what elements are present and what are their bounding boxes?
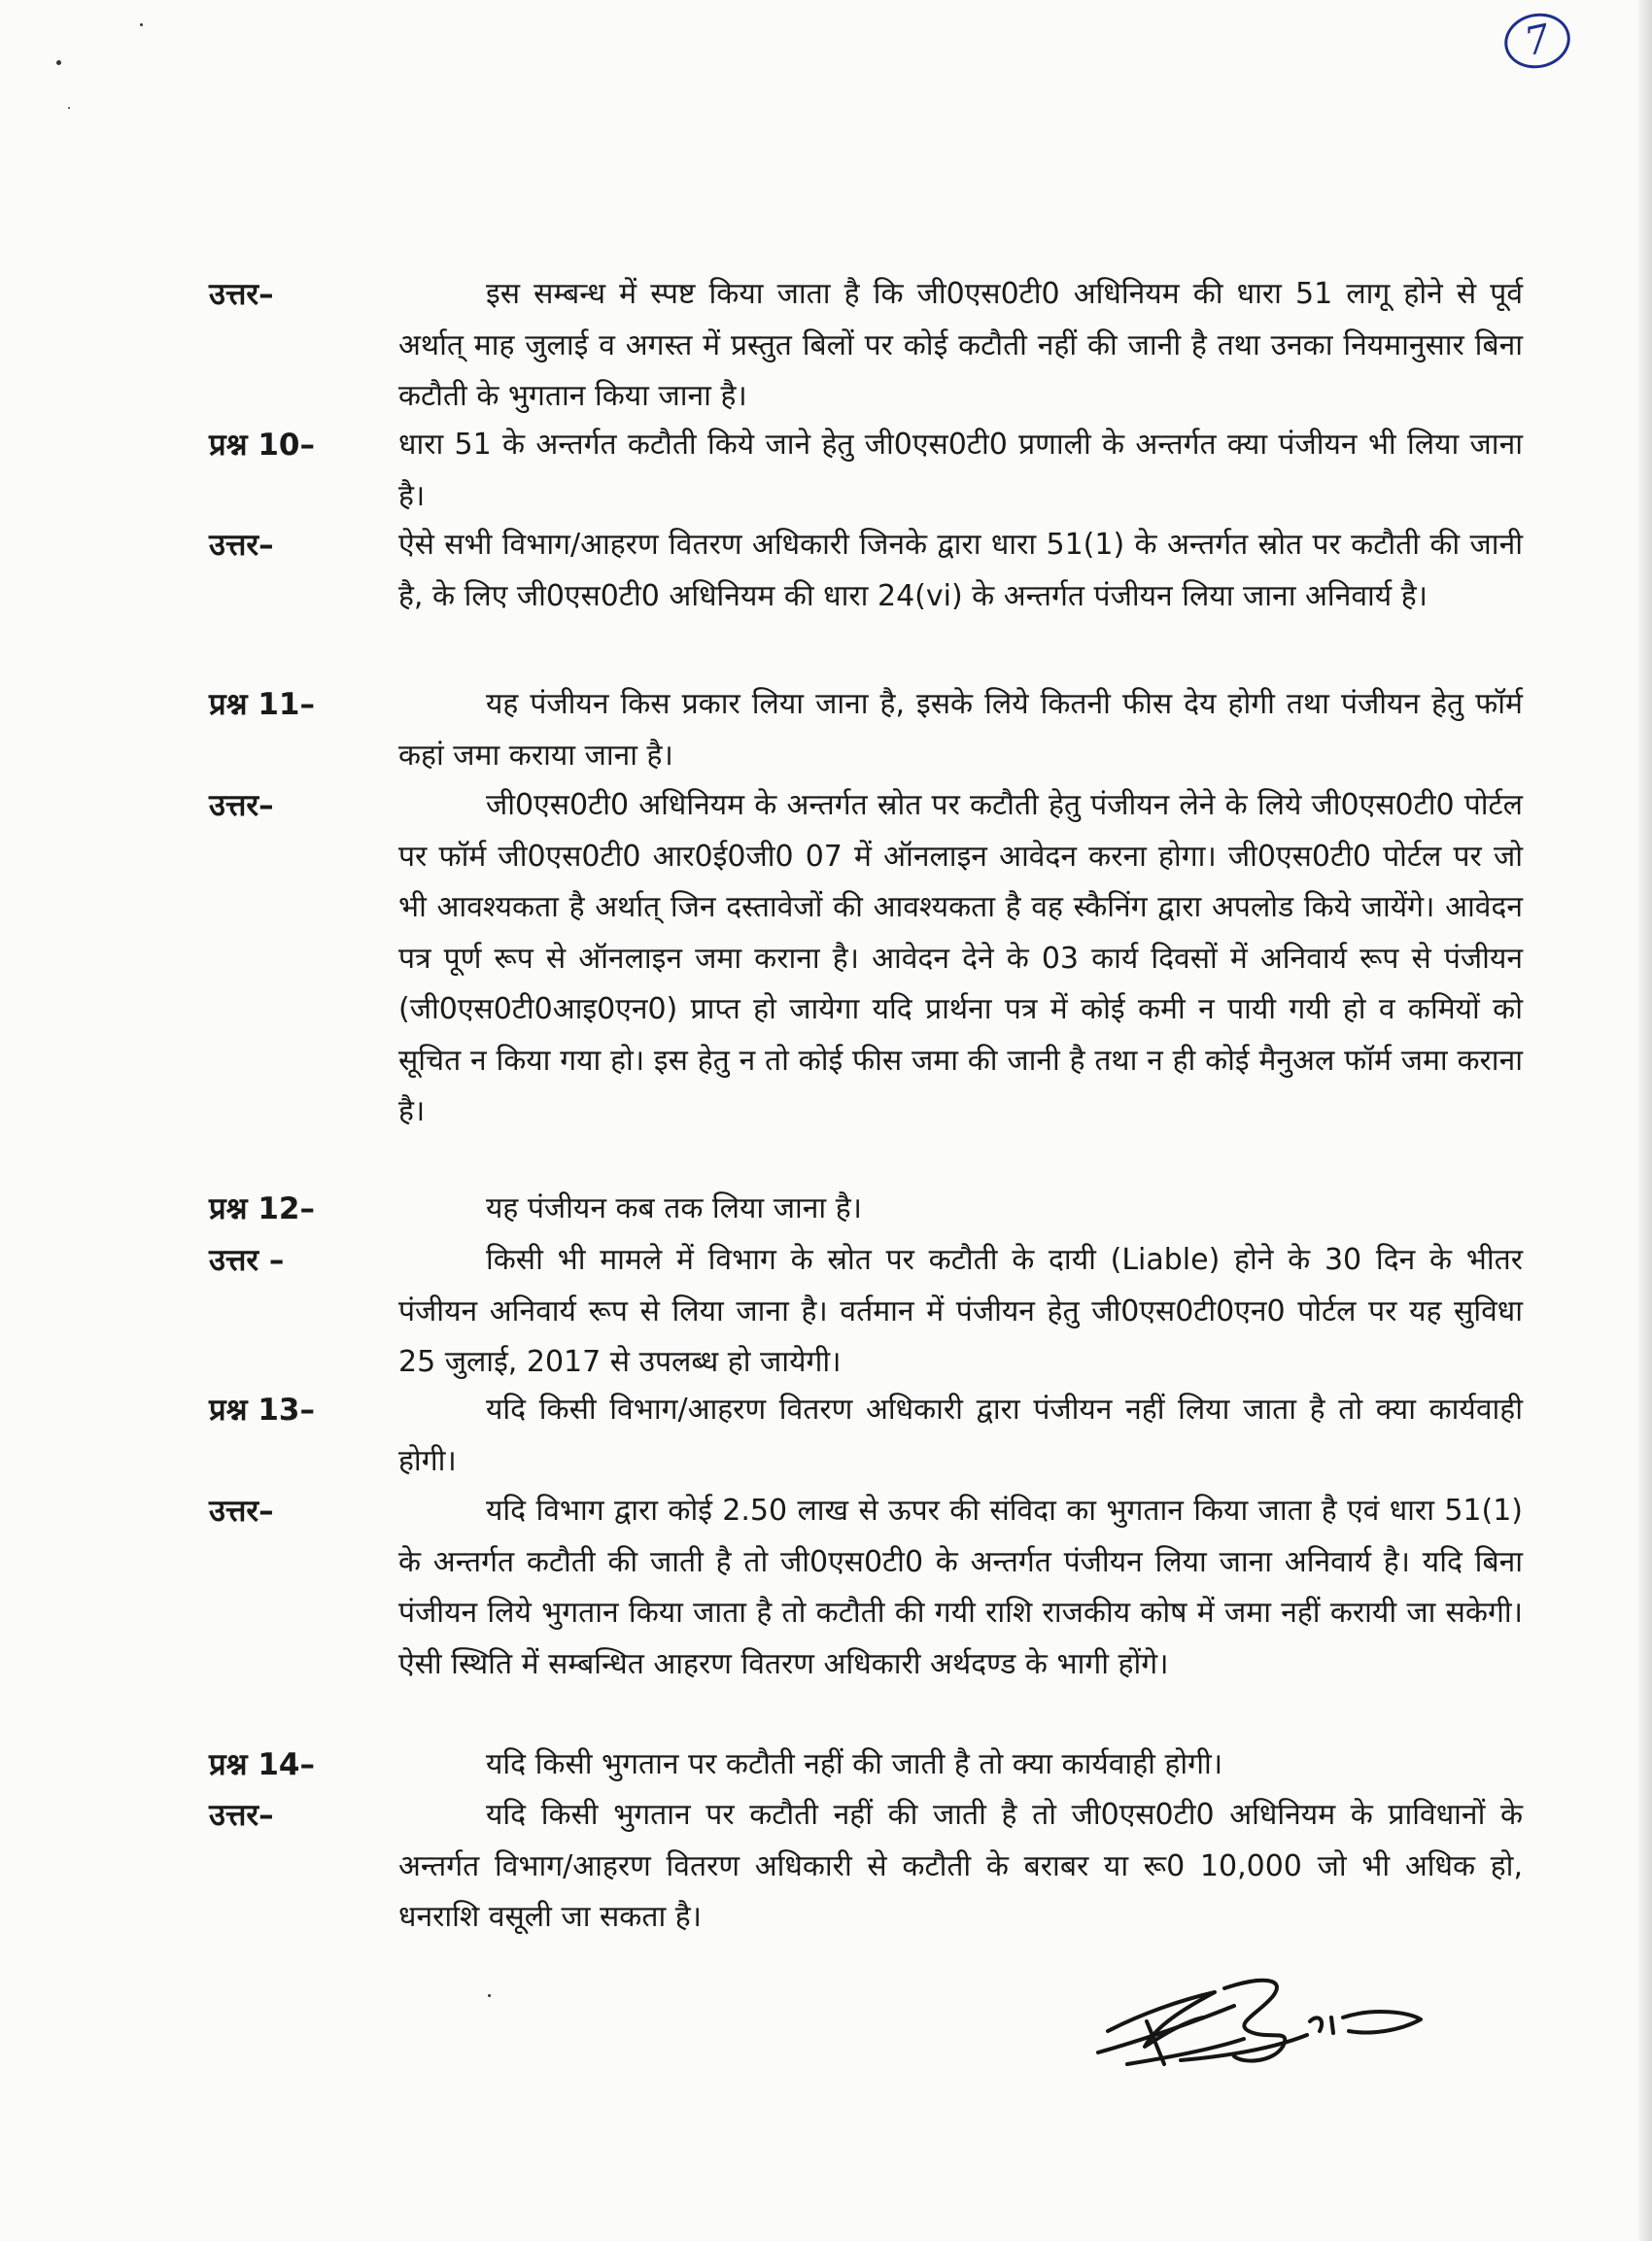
block-label: प्रश्न 14– xyxy=(209,1747,315,1782)
block-text: किसी भी मामले में विभाग के स्रोत पर कटौती के दायी (Liable) होने के 30 दिन के भीतर पंजीयन अनिवार्य रूप से लिया जाना है। वर्तमान में पंजीयन हेतु जी0एस0टी0एन0 पोर्टल पर यह सुविधा 25 जुलाई, 2017 से उपलब्ध हो जायेगी। xyxy=(398,1243,1523,1379)
block-label: प्रश्न 12– xyxy=(209,1191,315,1226)
block-text: धारा 51 के अन्तर्गत कटौती किये जाने हेतु जी0एस0टी0 प्रणाली के अन्तर्गत क्या पंजीयन भी लिया जाना है। xyxy=(398,428,1523,513)
block-text: यदि विभाग द्वारा कोई 2.50 लाख से ऊपर की संविदा का भुगतान किया जाता है एवं धारा 51(1) के अन्तर्गत कटौती की जाती है तो जी0एस0टी0 के अन्तर्गत पंजीयन लिया जाना अनिवार्य है। यदि बिना पंजीयन लिये भुगतान किया जाता है तो कटौती की गयी राशि राजकीय कोष में जमा नहीं करायी जा सकेगी। ऐसी स्थिति में सम्बन्धित आहरण वितरण अधिकारी अर्थदण्ड के भागी होंगे। xyxy=(398,1494,1523,1681)
block-text: इस सम्बन्ध में स्पष्ट किया जाता है कि जी0एस0टी0 अधिनियम की धारा 51 लागू होने से पूर्व अर्थात् माह जुलाई व अगस्त में प्रस्तुत बिलों पर कोई कटौती नहीं की जानी है तथा उनका नियमानुसार बिना कटौती के भुगतान किया जाना है। xyxy=(398,277,1523,413)
block-label: प्रश्न 11– xyxy=(209,687,315,722)
block-text: यह पंजीयन किस प्रकार लिया जाना है, इसके लिये कितनी फीस देय होगी तथा पंजीयन हेतु फॉर्म कहां जमा कराया जाना है। xyxy=(398,687,1523,773)
block-text: ऐसे सभी विभाग/आहरण वितरण अधिकारी जिनके द्वारा धारा 51(1) के अन्तर्गत स्रोत पर कटौती की जानी है, के लिए जी0एस0टी0 अधिनियम की धारा 24(vi) के अन्तर्गत पंजीयन लिया जाना अनिवार्य है। xyxy=(398,528,1523,613)
block-text: यदि किसी भुगतान पर कटौती नहीं की जाती है तो क्या कार्यवाही होगी। xyxy=(486,1747,1223,1781)
block-label: उत्तर– xyxy=(209,277,274,312)
block-label: उत्तर– xyxy=(209,528,274,563)
scan-edge-shadow xyxy=(1638,0,1652,2241)
block-text: यदि किसी विभाग/आहरण वितरण अधिकारी द्वारा पंजीयन नहीं लिया जाता है तो क्या कार्यवाही होगी। xyxy=(398,1393,1523,1478)
block-text: यदि किसी भुगतान पर कटौती नहीं की जाती है तो जी0एस0टी0 अधिनियम के प्राविधानों के अन्तर्गत विभाग/आहरण वितरण अधिकारी से कटौती के बराबर या रू0 10,000 जो भी अधिक हो, धनराशि वसूली जा सकता है। xyxy=(398,1798,1523,1934)
block-label: प्रश्न 13– xyxy=(209,1393,315,1428)
block-label: उत्तर– xyxy=(209,1494,274,1529)
block-label: उत्तर – xyxy=(209,1243,285,1278)
block-text: जी0एस0टी0 अधिनियम के अन्तर्गत स्रोत पर कटौती हेतु पंजीयन लेने के लिये जी0एस0टी0 पोर्टल पर फॉर्म जी0एस0टी0 आर0ई0जी0 07 में ऑनलाइन आवेदन करना होगा। जी0एस0टी0 पोर्टल पर जो भी आवश्यकता है अर्थात् जिन दस्तावेजों की आवश्यकता है वह स्कैनिंग द्वारा अपलोड किये जायेंगे। आवेदन पत्र पूर्ण रूप से ऑनलाइन जमा कराना है। आवेदन देने के 03 कार्य दिवसों में अनिवार्य रूप से पंजीयन (जी0एस0टी0आइ0एन0) प्राप्त हो जायेगा यदि प्रार्थना पत्र में कोई कमी न पायी गयी हो व कमियों को सूचित न किया गया हो। इस हेतु न तो कोई फीस जमा की जानी है तथा न ही कोई मैनुअल फॉर्म जमा कराना है। xyxy=(398,788,1523,1128)
block-text: यह पंजीयन कब तक लिया जाना है। xyxy=(486,1191,863,1225)
handwritten-signature xyxy=(1088,1963,1438,2080)
page-number-circled: 7 xyxy=(1499,8,1575,75)
block-label: उत्तर– xyxy=(209,1798,274,1833)
block-label: प्रश्न 10– xyxy=(209,428,315,463)
block-label: उत्तर– xyxy=(209,788,274,823)
